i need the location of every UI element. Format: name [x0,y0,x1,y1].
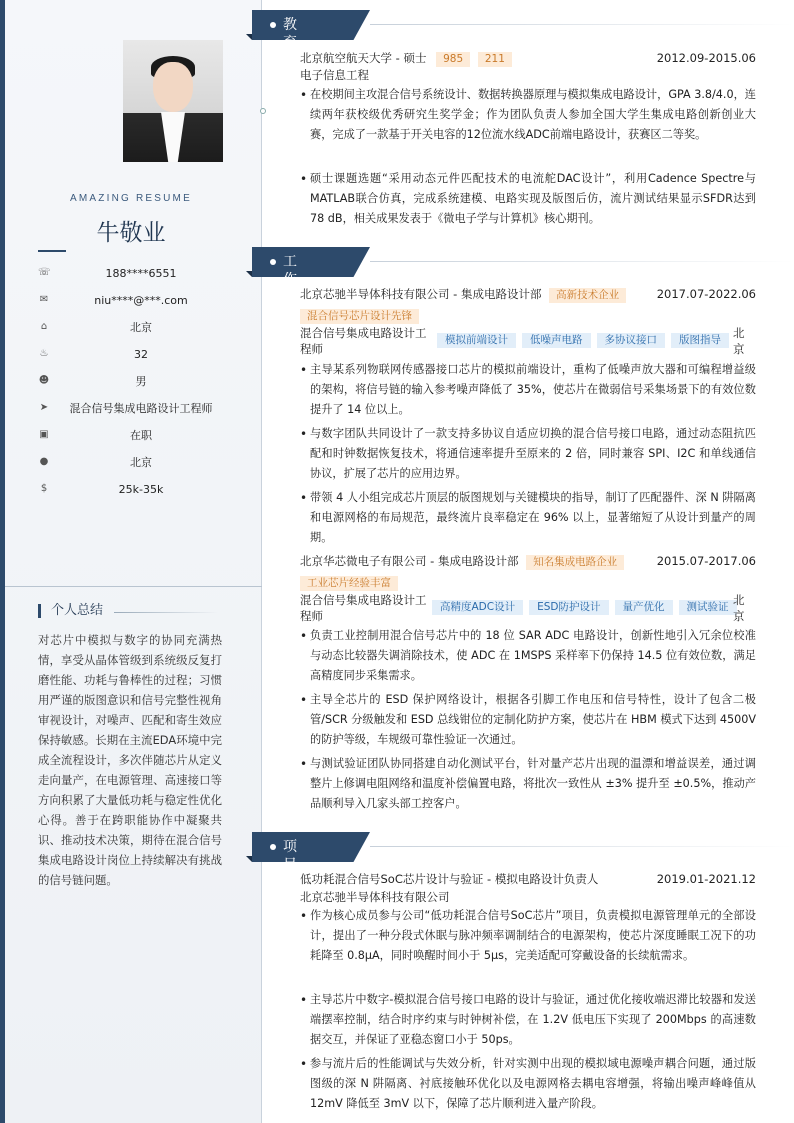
job-highlight: 工业芯片经验丰富 [300,576,398,591]
job-location: 北京 [733,593,745,623]
skill-tag: 版图指导 [671,333,729,348]
contact-info-value: 北京 [130,456,152,469]
cake-icon: ♨ [39,348,49,359]
resume-tagline: AMAZING RESUME [70,193,192,204]
skill-tag: ESD防护设计 [529,600,608,615]
job-role: 混合信号集成电路设计工程师 [300,326,427,356]
job-bullet: • 主导全芯片的 ESD 保护网络设计，根据各引脚工作电压和信号特性，设计了包含二极管/SCR 分级触发和 ESD 总线钳位的定制化防护方案，使芯片在 HBM 模式下达到 4500V 的防护等级，车规级可靠性验证一次通过。 [300,690,756,750]
sidebar-divider [5,586,262,587]
contact-info-value: 25k-35k [118,483,164,496]
contact-info-row [38,400,228,418]
candidate-name: 牛敬业 [96,220,166,246]
contact-info-row [38,346,228,364]
contact-info-row [38,481,228,499]
project-bullet: • 主导芯片中数字-模拟混合信号接口电路的设计与验证，通过优化接收端迟滞比较器和发送端摆率控制，结合时序约束与时钟树补偿，在 1.2V 低电压下实现了 200Mbps 的高速数据交互，并保证了亚稳态窗口小于 50ps。 [300,990,756,1050]
contact-info-row [38,292,228,310]
contact-info-row [38,454,228,472]
education-bullet: • 在校期间主攻混合信号系统设计、数据转换器原理与模拟集成电路设计，GPA 3.8/4.0，连续两年获校级优秀研究生奖学金；作为团队负责人参加全国大学生集成电路创新创业大赛，完成了一款基于开关电容的12位流水线ADC前端电路设计，获赛区二等奖。 [300,85,756,145]
gender-icon: ☻ [38,375,50,386]
badge-985: 985 [436,52,470,67]
contact-info-row [38,373,228,391]
job-bullet: • 与测试验证团队协同搭建自动化测试平台，针对量产芯片出现的温漂和增益误差，通过调整片上修调电阻网络和温度补偿偏置电路，将批次一致性从 ±3% 提升至 ±0.5%，推动产品顺利导入几家头部工控客户。 [300,754,756,814]
project-company: 北京芯驰半导体科技有限公司 [300,890,450,904]
profile-photo [123,40,223,162]
briefcase-icon: ▣ [39,429,49,440]
job-date: 2015.07-2017.06 [656,554,756,568]
project-bullet: • 参与流片后的性能调试与失效分析，针对实测中出现的模拟域电源噪声耦合问题，通过版图级的深 N 阱隔离、衬底接触环优化以及电源网格去耦电容增强，将输出噪声峰峰值从 12mV 降低至 3mV 以下，保障了芯片顺利进入量产阶段。 [300,1054,756,1114]
company-name: 北京芯驰半导体科技有限公司 - 集成电路设计部 [300,287,542,301]
company-badge: 知名集成电路企业 [526,555,624,570]
contact-info-value: 在职 [130,429,152,442]
money-icon: $ [40,483,48,494]
sidebar-accent-bar [0,0,5,1123]
education-date: 2012.09-2015.06 [656,51,756,65]
summary-text: 对芯片中模拟与数字的协同充满热情，享受从晶体管级到系统级反复打磨性能、功耗与鲁棒性的过程；习惯用严谨的版图意识和信号完整性视角审视设计，对噪声、匹配和寄生效应保持敏感。长期在主流EDA环境中完成全流程设计，多次伴随芯片从定义走向量产，在电源管理、高速接口等方向积累了大量低功耗与稳定性优化心得。善于在跨职能协作中凝聚共识、推动技术决策，期待在混合信号集成电路设计岗位上持续解决有挑战的信号链问题。 [38,633,222,887]
job-header [300,286,756,303]
job-date: 2017.07-2022.06 [656,287,756,301]
job-bullet: • 带领 4 人小组完成芯片顶层的版图规划与关键模块的指导，制订了匹配器件、深 N 阱隔离和电源网格的布局规范，最终流片良率稳定在 96% 以上，显著缩短了从设计到量产的周期。 [300,488,756,548]
skill-tag: 高精度ADC设计 [432,600,523,615]
phone-icon: ☏ [38,267,51,278]
contact-info-value: niu****@***.com [94,294,188,307]
job-bullet: • 主导某系列物联网传感器接口芯片的模拟前端设计，重构了低噪声放大器和可编程增益级的架构，将信号链的输入参考噪声降低了 35%，使芯片在微弱信号采集场景下的有效位数提升了 14 位以上。 [300,360,756,420]
send-icon: ➤ [39,402,49,413]
job-role: 混合信号集成电路设计工程师 [300,593,427,623]
education-header [300,50,756,67]
summary-title: 个人总结 [38,604,103,618]
project-name: 低功耗混合信号SoC芯片设计与验证 - 模拟电路设计负责人 [300,872,599,886]
skill-tag: 测试验证 [679,600,737,615]
education-bullet: • 硕士课题选题“采用动态元件匹配技术的电流舵DAC设计”，利用Cadence Spectre与MATLAB联合仿真，完成系统建模、电路实现及版图后仿，流片测试结果显示SFDR达到78 dB，相关成果发表于《微电子学与计算机》核心期刊。 [300,169,756,229]
contact-info-row [38,265,228,283]
job-bullet: • 与数字团队共同设计了一款支持多协议自适应切换的混合信号接口电路，通过动态阻抗匹配和时钟数据恢复技术，将通信速率提升至原来的 2 倍，同时兼容 SPI、I2C 和单线通信协议，扩展了芯片的应用边界。 [300,424,756,484]
project-date: 2019.01-2021.12 [656,872,756,886]
home-icon: ⌂ [40,321,48,332]
summary-title-line [114,612,218,613]
contact-info-value: 男 [135,375,147,388]
contact-info-value: 188****6551 [105,267,177,280]
company-badge: 高新技术企业 [549,288,626,303]
job-highlight: 混合信号芯片设计先锋 [300,309,419,324]
company-name: 北京华芯微电子有限公司 - 集成电路设计部 [300,554,519,568]
job-highlight-row [300,307,756,324]
contact-info-row [38,427,228,445]
major: 电子信息工程 [300,68,369,82]
contact-info-value: 32 [134,348,148,361]
job-highlight-row [300,574,756,591]
name-underline [38,250,66,252]
project-header [300,871,756,887]
sidebar [0,0,262,1123]
contact-info-value: 北京 [130,321,152,334]
section-title: 项目经历 [283,839,297,909]
skill-tags [437,333,735,348]
job-bullet: • 负责工业控制用混合信号芯片中的 18 位 SAR ADC 电路设计，创新性地引入冗余位校准与动态比较器失调消除技术，使 ADC 在 1MSPS 采样率下仍保持 14.5 位有效位数，满足高精度同步采集需求。 [300,626,756,686]
badge-211: 211 [478,52,512,67]
job-header [300,553,756,570]
skill-tag: 量产优化 [615,600,673,615]
location-icon: ● [39,456,49,467]
contact-info-value: 混合信号集成电路设计工程师 [69,402,213,415]
timeline-dot [260,108,266,114]
skill-tag: 低噪声电路 [522,333,591,348]
section-title: 教育经历 [283,17,297,87]
skill-tag: 多协议接口 [597,333,666,348]
email-icon: ✉ [39,294,49,305]
project-bullet: • 作为核心成员参与公司“低功耗混合信号SoC芯片”项目，负责模拟电源管理单元的全部设计，提出了一种分段式休眠与脉冲频率调制结合的电源架构，使芯片深度睡眠工况下的功耗降至 0.8μA，同时唤醒时间小于 5μs，完美适配可穿戴设备的长续航需求。 [300,906,756,966]
school-name: 北京航空航天大学 - 硕士 [300,51,427,65]
skill-tag: 模拟前端设计 [437,333,516,348]
job-location: 北京 [733,326,745,356]
skill-tags [432,600,743,615]
section-title: 工作经历 [283,254,297,324]
contact-info-row [38,319,228,337]
